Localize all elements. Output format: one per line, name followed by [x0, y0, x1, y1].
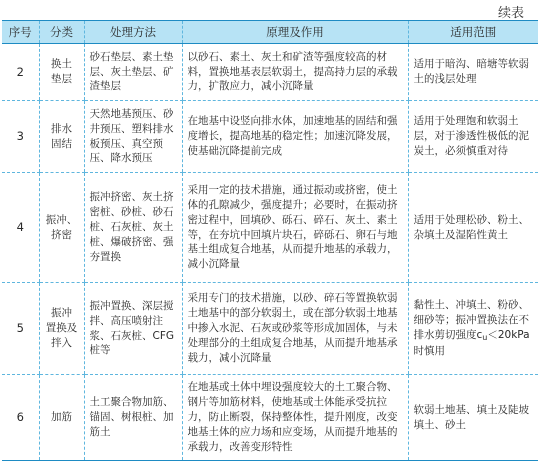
treatment-methods-table — [2, 20, 538, 461]
header-no: 序号 — [2, 21, 39, 44]
table-row — [2, 101, 538, 173]
row-method: 振冲置换、深层搅拌、高压喷射注浆、石灰桩、CFG桩等 — [84, 283, 182, 375]
row-principle: 以砂石、素土、灰土和矿渣等强度较高的材料，置换地基表层软弱土，提高持力层的承载力，扩散应力，减小沉降量 — [182, 44, 408, 101]
row-category: 换土 垫层 — [39, 44, 84, 101]
table-row — [2, 44, 538, 101]
table-row — [2, 173, 538, 283]
row-scope-part-b: ＜20kPa时慎用 — [413, 329, 530, 357]
continued-label: 续表 — [497, 6, 524, 21]
header-scope: 适用范围 — [408, 21, 538, 44]
row-no: 4 — [2, 173, 39, 283]
row-method: 砂石垫层、素土垫层、灰土垫层、矿渣垫层 — [84, 44, 182, 101]
row-scope: 适用于暗沟、暗塘等软弱土的浅层处理 — [408, 44, 538, 101]
table-row — [2, 283, 538, 375]
row-method: 振冲挤密、灰土挤密桩、砂桩、砂石桩、石灰桩、灰土桩、爆破挤密、强夯置换 — [84, 173, 182, 283]
row-no: 6 — [2, 375, 39, 461]
row-no: 3 — [2, 101, 39, 173]
row-category: 振冲、 挤密 — [39, 173, 84, 283]
row-principle: 采用专门的技术措施，以砂、碎石等置换软弱土地基中的部分软弱土，或在部分软弱土地基中掺入水泥、石灰或砂浆等形成加固体，与未处理部分的土组成复合地基，从而提升地基承载力，减小沉降量 — [182, 283, 408, 375]
row-category: 加筋 — [39, 375, 84, 461]
row-scope: 适用于处理饱和软弱土层，对于渗透性极低的泥炭土，必须慎重对待 — [408, 101, 538, 173]
row-principle: 在地基或土体中埋设强度较大的土工聚合物、钢片等加筋材料，使地基或土体能承受抗拉力，防止断裂，保持整体性，提升刚度，改变地基土体的应力场和应变场，从而提升地基的承载力，改善变形特性 — [182, 375, 408, 461]
row-scope-part-a: 黏性土、冲填土、粉砂、细砂等；振冲置换法在不排水剪切强度c — [413, 299, 529, 342]
row-scope: 软弱土地基、填土及陡坡填土、砂土 — [408, 375, 538, 461]
row-category: 排水 固结 — [39, 101, 84, 173]
row-scope — [408, 283, 538, 375]
row-scope-subscript: u — [482, 333, 488, 343]
row-no: 5 — [2, 283, 39, 375]
row-method: 土工聚合物加筋、锚固、树根桩、加筋土 — [84, 375, 182, 461]
header-principle: 原理及作用 — [182, 21, 408, 44]
row-principle: 采用一定的技术措施，通过振动或挤密，使土体的孔隙减少，强度提升；必要时，在振动挤密过程中，回填砂、砾石、碎石、灰土、素土等，在夯坑中回填片块石，碎砾石、卵石与地基土组成复合地基，从而提升地基的承载力，减小沉降量 — [182, 173, 408, 283]
row-method: 天然地基预压、砂井预压、塑料排水板预压、真空预压、降水预压 — [84, 101, 182, 173]
row-principle: 在地基中设竖向排水体，加速地基的固结和强度增长，提高地基的稳定性；加速沉降发展，使基础沉降提前完成 — [182, 101, 408, 173]
table-header-row — [2, 21, 538, 44]
row-scope: 适用于处理松砂、粉土、杂填土及湿陷性黄土 — [408, 173, 538, 283]
row-category: 振冲 置换及 拌入 — [39, 283, 84, 375]
row-no: 2 — [2, 44, 39, 101]
table-row — [2, 375, 538, 461]
header-method: 处理方法 — [84, 21, 182, 44]
header-category: 分类 — [39, 21, 84, 44]
